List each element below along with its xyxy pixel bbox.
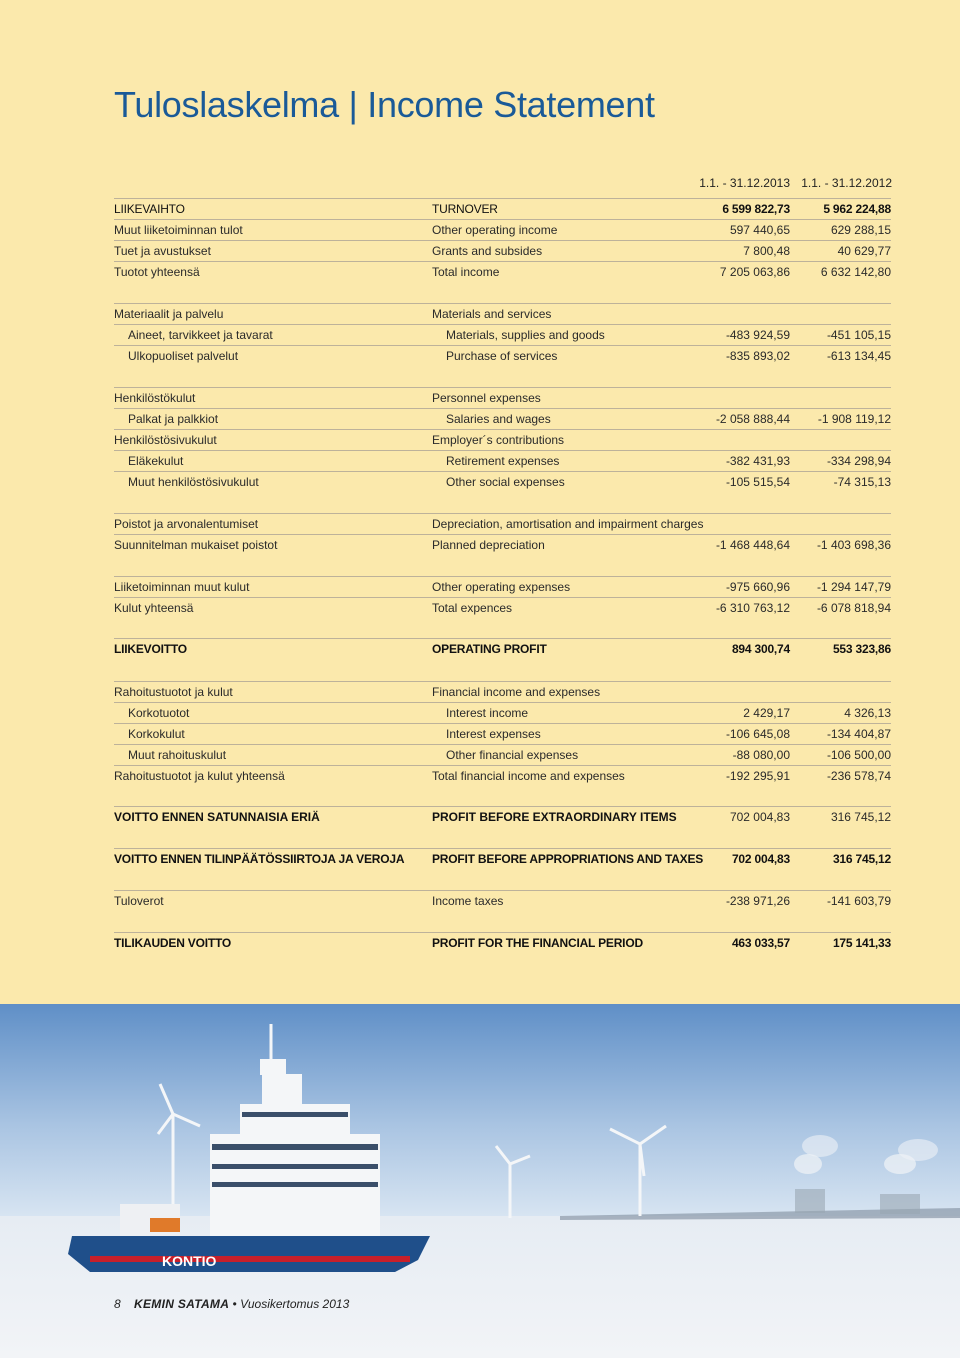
value-2012: -1 294 147,79 <box>816 580 891 594</box>
value-2013: -106 645,08 <box>725 727 790 741</box>
row-label-en: Other social expenses <box>446 475 565 489</box>
row-label-en: Other financial expenses <box>446 748 579 762</box>
value-2012: -106 500,00 <box>826 748 891 762</box>
table-row <box>114 597 891 618</box>
table-row <box>114 932 891 953</box>
row-label-fi: Materiaalit ja palvelu <box>114 307 224 321</box>
value-2012: -74 315,13 <box>833 475 891 489</box>
table-row <box>114 765 891 786</box>
value-2013: -483 924,59 <box>725 328 790 342</box>
table-row <box>114 198 891 219</box>
row-label-fi: Muut rahoituskulut <box>128 748 227 762</box>
page-title: Tuloslaskelma | Income Statement <box>114 84 655 125</box>
row-label-fi: Ulkopuoliset palvelut <box>128 349 239 363</box>
value-2012: 6 632 142,80 <box>820 265 891 279</box>
row-label-fi: Muut liiketoiminnan tulot <box>114 223 243 237</box>
value-2013: -382 431,93 <box>725 454 790 468</box>
row-label-fi: Rahoitustuotot ja kulut yhteensä <box>114 769 285 783</box>
value-2012: -236 578,74 <box>826 769 891 783</box>
table-row <box>114 471 891 492</box>
row-label-en: Total financial income and expenses <box>432 769 625 783</box>
table-row <box>114 723 891 744</box>
table-row <box>114 576 891 597</box>
row-label-fi: Suunnitelman mukaiset poistot <box>114 538 278 552</box>
row-label-en: Materials, supplies and goods <box>446 328 605 342</box>
footer-separator: • <box>232 1297 237 1311</box>
value-2013: 6 599 822,73 <box>722 202 790 216</box>
table-row <box>114 702 891 723</box>
value-2013: -6 310 763,12 <box>715 601 790 615</box>
row-label-en: Employer´s contributions <box>432 433 565 447</box>
value-2012: 5 962 224,88 <box>823 202 891 216</box>
row-label-fi: LIIKEVOITTO <box>114 642 187 656</box>
value-2013: 7 205 063,86 <box>719 265 790 279</box>
value-2012: -1 908 119,12 <box>817 412 891 426</box>
table-row <box>114 744 891 765</box>
row-label-fi: Henkilöstösivukulut <box>114 433 217 447</box>
period-header-2012: 1.1. - 31.12.2012 <box>801 176 892 190</box>
table-row <box>114 534 891 555</box>
row-label-en: Other operating expenses <box>432 580 571 594</box>
row-label-en: TURNOVER <box>432 202 498 216</box>
table-row <box>114 219 891 240</box>
table-row <box>114 303 891 324</box>
page-number: 8 <box>114 1297 121 1311</box>
value-2012: 629 288,15 <box>830 223 891 237</box>
row-label-en: OPERATING PROFIT <box>432 642 547 656</box>
row-label-fi: Muut henkilöstösivukulut <box>128 475 259 489</box>
row-label-en: PROFIT BEFORE EXTRAORDINARY ITEMS <box>432 810 677 824</box>
row-label-fi: Henkilöstökulut <box>114 391 196 405</box>
row-label-fi: Tuloverot <box>114 894 164 908</box>
table-row <box>114 345 891 366</box>
row-label-en: Income taxes <box>432 894 504 908</box>
row-label-fi: Palkat ja palkkiot <box>128 412 219 426</box>
table-row <box>114 240 891 261</box>
row-label-fi: VOITTO ENNEN TILINPÄÄTÖSSIIRTOJA JA VEROJA <box>114 852 405 866</box>
table-row <box>114 681 891 702</box>
row-label-en: Total income <box>432 265 500 279</box>
row-label-fi: Korkokulut <box>128 727 185 741</box>
value-2012: 316 745,12 <box>830 810 891 824</box>
value-2013: -835 893,02 <box>725 349 790 363</box>
value-2012: 4 326,13 <box>844 706 891 720</box>
value-2013: 894 300,74 <box>731 642 790 656</box>
value-2013: -88 080,00 <box>732 748 790 762</box>
row-label-en: Personnel expenses <box>432 391 541 405</box>
row-label-en: Total expences <box>432 601 513 615</box>
value-2012: 553 323,86 <box>832 642 891 656</box>
row-label-en: Other operating income <box>432 223 558 237</box>
table-row <box>114 638 891 659</box>
row-label-fi: Kulut yhteensä <box>114 601 194 615</box>
row-label-en: Interest expenses <box>446 727 541 741</box>
row-label-fi: VOITTO ENNEN SATUNNAISIA ERIÄ <box>114 810 320 824</box>
table-row <box>114 429 891 450</box>
row-label-en: PROFIT BEFORE APPROPRIATIONS AND TAXES <box>432 852 704 866</box>
value-2012: -1 403 698,36 <box>816 538 891 552</box>
table-row <box>114 806 891 827</box>
row-label-en: PROFIT FOR THE FINANCIAL PERIOD <box>432 936 643 950</box>
table-row <box>114 450 891 471</box>
table-row <box>114 408 891 429</box>
row-label-fi: Rahoitustuotot ja kulut <box>114 685 233 699</box>
value-2012: -451 105,15 <box>826 328 891 342</box>
value-2012: -134 404,87 <box>826 727 891 741</box>
value-2013: 7 800,48 <box>743 244 790 258</box>
row-label-en: Retirement expenses <box>446 454 560 468</box>
row-label-fi: Poistot ja arvonalentumiset <box>114 517 259 531</box>
row-label-en: Salaries and wages <box>446 412 551 426</box>
value-2013: 597 440,65 <box>729 223 790 237</box>
value-2013: -105 515,54 <box>725 475 790 489</box>
table-row <box>114 890 891 911</box>
table-row <box>114 513 891 534</box>
value-2013: -1 468 448,64 <box>715 538 790 552</box>
value-2013: 702 004,83 <box>731 852 790 866</box>
row-label-en: Financial income and expenses <box>432 685 601 699</box>
value-2013: 463 033,57 <box>731 936 790 950</box>
brand-name: KEMIN SATAMA <box>134 1297 230 1311</box>
row-label-fi: LIIKEVAIHTO <box>114 202 185 216</box>
table-row <box>114 261 891 282</box>
value-2012: -613 134,45 <box>826 349 891 363</box>
table-row <box>114 387 891 408</box>
value-2013: 2 429,17 <box>743 706 790 720</box>
value-2013: -975 660,96 <box>725 580 790 594</box>
row-label-fi: Korkotuotot <box>128 706 190 720</box>
row-label-en: Materials and services <box>432 307 552 321</box>
row-label-fi: Aineet, tarvikkeet ja tavarat <box>128 328 273 342</box>
period-header-2013: 1.1. - 31.12.2013 <box>699 176 790 190</box>
value-2012: 175 141,33 <box>832 936 891 950</box>
row-label-fi: Liiketoiminnan muut kulut <box>114 580 250 594</box>
table-row <box>114 324 891 345</box>
value-2013: 702 004,83 <box>729 810 790 824</box>
value-2012: 40 629,77 <box>837 244 891 258</box>
row-label-fi: Tuet ja avustukset <box>114 244 211 258</box>
row-label-fi: TILIKAUDEN VOITTO <box>114 936 232 950</box>
row-label-en: Depreciation, amortisation and impairment charges <box>432 517 704 531</box>
value-2012: 316 745,12 <box>832 852 891 866</box>
row-label-en: Purchase of services <box>446 349 558 363</box>
publication-title: Vuosikertomus 2013 <box>240 1297 350 1311</box>
row-label-fi: Eläkekulut <box>128 454 184 468</box>
row-label-en: Interest income <box>446 706 529 720</box>
ship-name: KONTIO <box>162 1253 217 1269</box>
table-row <box>114 848 891 869</box>
value-2012: -141 603,79 <box>826 894 891 908</box>
row-label-en: Planned depreciation <box>432 538 545 552</box>
value-2013: -2 058 888,44 <box>715 412 790 426</box>
value-2012: -334 298,94 <box>826 454 891 468</box>
value-2013: -192 295,91 <box>725 769 790 783</box>
page-footer <box>114 1297 349 1311</box>
value-2012: -6 078 818,94 <box>816 601 891 615</box>
value-2013: -238 971,26 <box>725 894 790 908</box>
row-label-en: Grants and subsides <box>432 244 543 258</box>
row-label-fi: Tuotot yhteensä <box>114 265 200 279</box>
